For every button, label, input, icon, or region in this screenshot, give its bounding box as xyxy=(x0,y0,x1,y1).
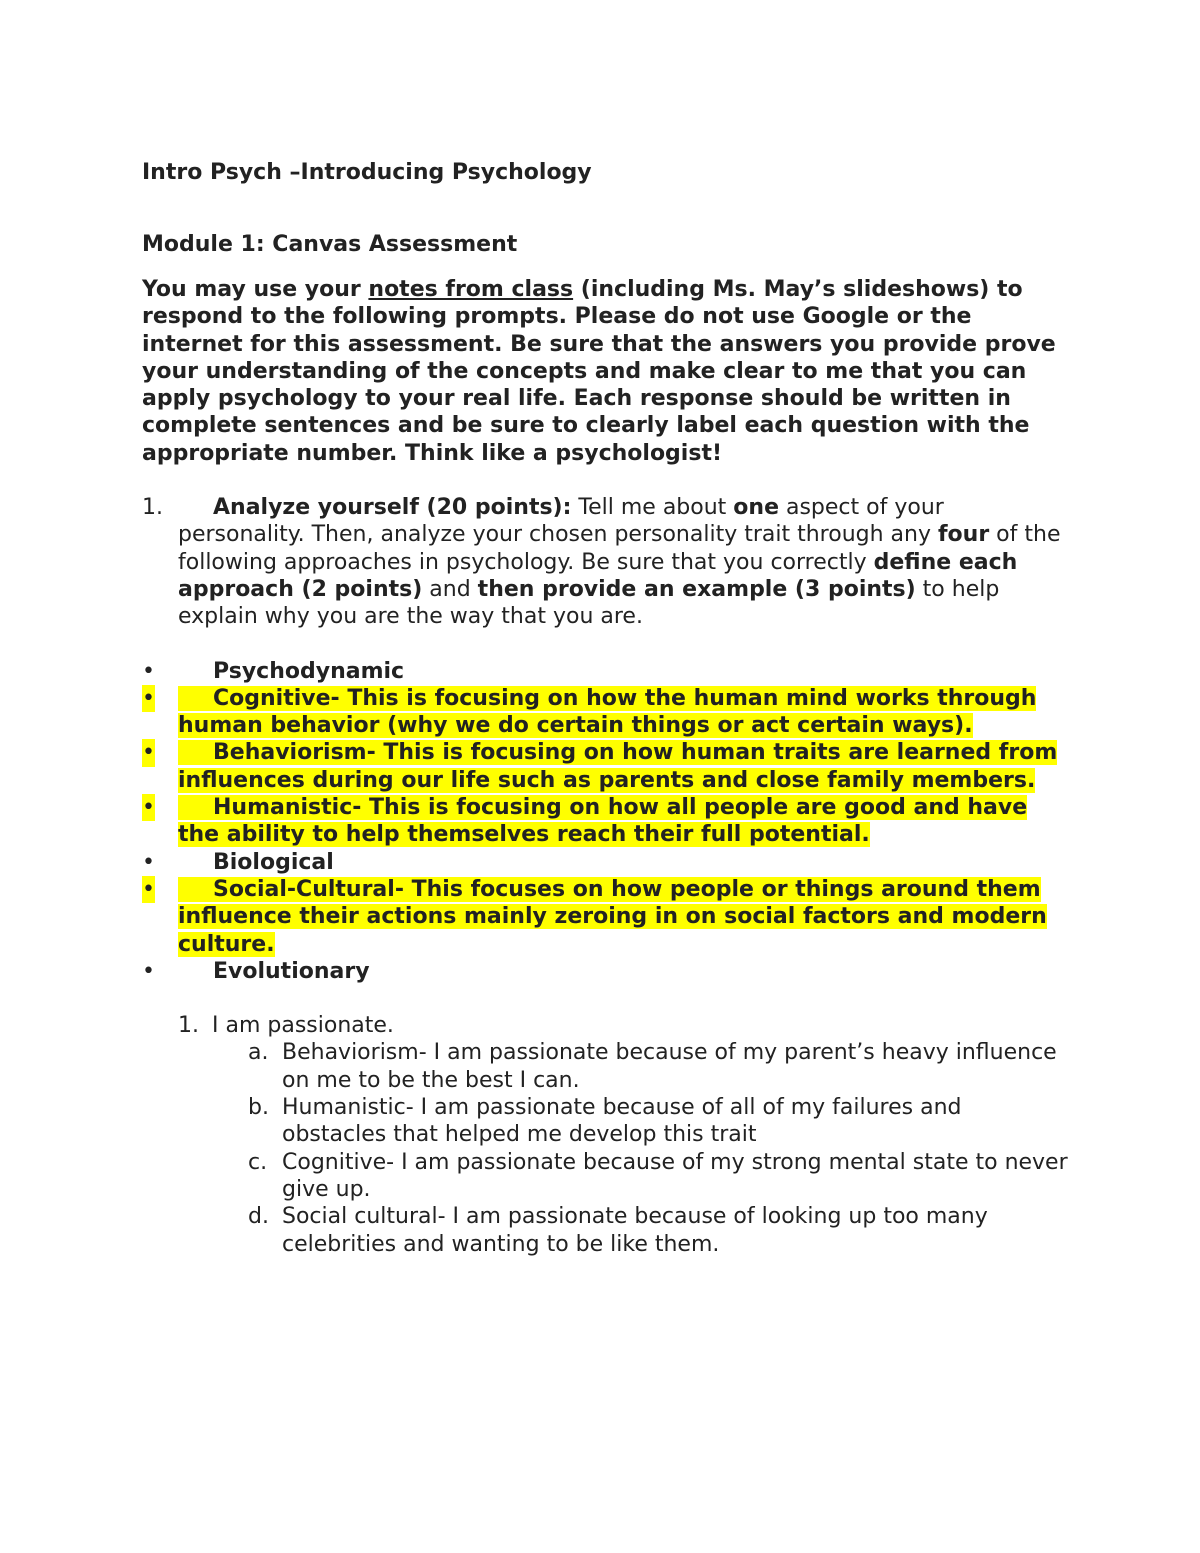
approach-text: Psychodynamic xyxy=(213,658,405,684)
answer-number: 1. xyxy=(178,1013,199,1039)
bullet-icon: • xyxy=(142,876,155,902)
sub-item-letter: d. xyxy=(248,1204,269,1230)
question-text-2: aspect of your personality. Then, analyze your chosen personality trait through any xyxy=(178,495,944,548)
sub-item-text: Cognitive- I am passionate because of my strong mental state to never give up. xyxy=(282,1149,1068,1202)
question-text-4: and xyxy=(422,576,478,602)
answer-trait: I am passionate. xyxy=(212,1013,394,1039)
approach-text: Biological xyxy=(213,849,334,875)
approach-behaviorism xyxy=(142,739,1072,794)
approach-text: Humanistic- This is focusing on how all people are good and have the ability to help themselves reach their full potential. xyxy=(178,795,1028,848)
question-emphasis-one: one xyxy=(733,495,779,521)
approach-evolutionary xyxy=(142,958,1072,985)
notes-from-class-underlined: notes from class xyxy=(368,277,574,302)
bullet-icon: • xyxy=(142,849,155,875)
approach-text: Cognitive- This is focusing on how the human mind works through human behavior (why we do certain things or act certain ways). xyxy=(178,685,1037,739)
question-text-5: to help explain why you are the way that you are. xyxy=(178,576,1000,630)
question-text-1: Tell me about xyxy=(571,495,734,521)
bullet-icon: • xyxy=(142,795,155,821)
question-title: Analyze yourself (20 points): xyxy=(213,495,572,521)
question-emphasis-four: four xyxy=(937,522,990,548)
answer-sub-item-b xyxy=(212,1094,1072,1149)
sub-item-letter: b. xyxy=(248,1095,269,1121)
answer-item xyxy=(142,1012,1072,1258)
question-number: 1. xyxy=(142,495,163,521)
module-heading: Module 1: Canvas Assessment xyxy=(142,232,518,257)
instructions-paragraph xyxy=(142,276,1072,467)
sub-item-letter: a. xyxy=(248,1040,269,1066)
question-emphasis-example: then provide an example (3 points) xyxy=(477,576,916,602)
approaches-list xyxy=(142,658,1072,986)
bullet-icon: • xyxy=(142,740,155,766)
bullet-icon: • xyxy=(142,958,155,984)
approach-biological xyxy=(142,849,1072,876)
approach-text: Social-Cultural- This focuses on how people or things around them influence their actions mainly zeroing in on social factors and modern culture. xyxy=(178,876,1047,957)
document-body xyxy=(142,158,1072,1258)
approach-text: Behaviorism- This is focusing on how human traits are learned from influences during our life such as parents and close family members. xyxy=(178,740,1058,793)
answer-sub-item-a xyxy=(212,1039,1072,1094)
question-text-3: of the following approaches in psychology. Be sure that you correctly xyxy=(178,522,1061,575)
approach-cognitive xyxy=(142,685,1072,740)
answer-sub-item-c xyxy=(212,1149,1072,1204)
approach-psychodynamic xyxy=(142,658,1072,685)
answer-sub-list xyxy=(212,1039,1072,1257)
sub-item-letter: c. xyxy=(248,1149,268,1175)
sub-item-text: Humanistic- I am passionate because of all of my failures and obstacles that helped me develop this trait xyxy=(282,1095,962,1148)
sub-item-text: Social cultural- I am passionate because of looking up too many celebrities and wanting to be like them. xyxy=(282,1204,988,1257)
answer-sub-item-d xyxy=(212,1203,1072,1258)
instructions-rest: (including Ms. May’s slideshows) to respond to the following prompts. Please do not use Google or the internet for this assessment. Be sure that the answers you provide prove your understanding of the concepts and make clear to me that you can apply psychology to your real life. Each response should be written in complete sentences and be sure to clearly label each question with the appropriate number. Think like a psychologist! xyxy=(142,277,1056,466)
question-emphasis-define: define each approach (2 points) xyxy=(178,549,1018,602)
question-1 xyxy=(142,494,1072,630)
bullet-icon: • xyxy=(142,658,155,684)
document-title: Intro Psych –Introducing Psychology xyxy=(142,160,592,185)
bullet-icon: • xyxy=(142,685,155,711)
approach-humanistic xyxy=(142,794,1072,849)
approach-text: Evolutionary xyxy=(213,958,370,984)
approach-social-cultural xyxy=(142,876,1072,958)
answer-list xyxy=(142,1012,1072,1258)
sub-item-text: Behaviorism- I am passionate because of my parent’s heavy influence on me to be the best I can. xyxy=(282,1040,1057,1093)
instructions-lead: You may use your xyxy=(142,277,369,302)
